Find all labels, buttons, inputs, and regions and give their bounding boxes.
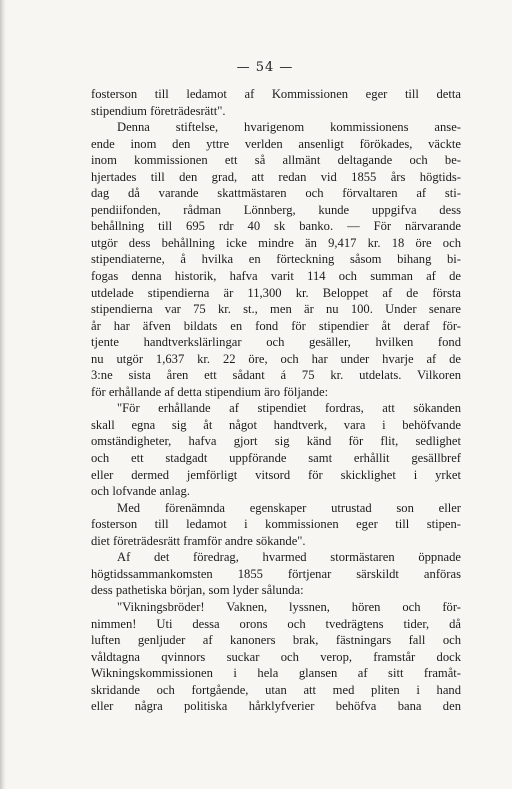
text-line: nu utgör 1,637 kr. 22 öre, och har under hvarje af de (91, 351, 461, 366)
text-line: skridande och fortgående, utan att med pliten i hand (91, 682, 461, 697)
text-line: år har äfven bildats en fond för stipendier åt deraf för- (91, 318, 461, 333)
page-number: — 54 — (236, 60, 294, 75)
text-line: stipendiaterne, å hvilka en förteckning såsom bihang bi- (91, 252, 461, 267)
text-line: och ett stadgadt uppförande samt erhållit gesällbref (91, 451, 461, 466)
text-line: fogas denna historik, hafva varit 114 och summan af de (91, 269, 461, 284)
text-line: omständigheter, hafva gjort sig känd för flit, sedlighet (91, 434, 461, 449)
text-line: eller dermed jemförligt vitsord för skicklighet i yrket (91, 467, 461, 482)
text-line: Med förenämnda egenskaper utrustad son eller (117, 500, 461, 515)
text-line: utdelade stipendierna är 11,300 kr. Beloppet af de första (91, 285, 461, 300)
text-line: behållning till 695 rdr 40 sk banko. — För närvarande (91, 219, 461, 234)
text-line: stipendierna var 75 kr. st., men är nu 100. Under senare (91, 302, 461, 317)
text-line: dag då varande skattmästaren och förvaltaren af sti- (91, 186, 461, 201)
text-line: dess pathetiska början, som lyder sålunda: (91, 583, 304, 598)
text-line: eller några politiska hårklyfverier behöfva bana den (91, 699, 461, 714)
text-line: Wikningskommissionen i hela glansen af sitt framåt- (91, 666, 461, 681)
text-line: ende inom den yttre verlden ansenligt förökades, väckte (91, 136, 461, 151)
text-line: våldtagna qvinnors suckar och verop, framstår dock (91, 649, 461, 664)
text-line: luften genljuder af kanoners brak, fästningars fall och (91, 633, 461, 648)
text-line: inom kommissionen ett så allmänt deltagande och be- (91, 153, 461, 168)
text-line: Af det föredrag, hvarmed stormästaren öppnade (117, 550, 461, 565)
text-line: högtidssammankomsten 1855 förtjenar särskildt anföras (91, 566, 461, 581)
text-line: hjertades till den grad, att redan vid 1855 års högtids- (91, 169, 461, 184)
text-line: stipendium företrädesrätt". (91, 103, 226, 118)
text-line: pendiifonden, rådman Lönnberg, kunde uppgifva dess (91, 202, 461, 217)
text-line: nimmen! Uti dessa orons och tvedrägtens tider, då (91, 616, 461, 631)
text-line: "För erhållande af stipendiet fordras, att sökanden (117, 401, 461, 416)
text-line: diet företrädesrätt framför andre sökande". (91, 533, 306, 548)
text-line: Denna stiftelse, hvarigenom kommissionens anse- (117, 120, 461, 135)
text-line: tjente handtverkslärlingar och gesäller, hvilken fond (91, 335, 461, 350)
text-line: utgör dess behållning icke mindre än 9,417 kr. 18 öre och (91, 235, 461, 250)
text-line: 3:ne sista åren ett sådant á 75 kr. utdelats. Vilkoren (91, 368, 461, 383)
text-line: för erhållande af detta stipendium äro följande: (91, 384, 329, 399)
text-line: och lofvande anlag. (91, 484, 190, 499)
page-edge (0, 0, 6, 789)
text-line: "Vikningsbröder! Vaknen, lyssnen, hören och för- (117, 599, 461, 614)
text-line: fosterson till ledamot af Kommissionen eger till detta (91, 87, 461, 101)
body-text (91, 86, 461, 715)
text-line: skall egna sig åt något handtverk, vara i behöfvande (91, 417, 461, 432)
text-line: fosterson till ledamot i kommissionen eger till stipen- (91, 517, 461, 532)
